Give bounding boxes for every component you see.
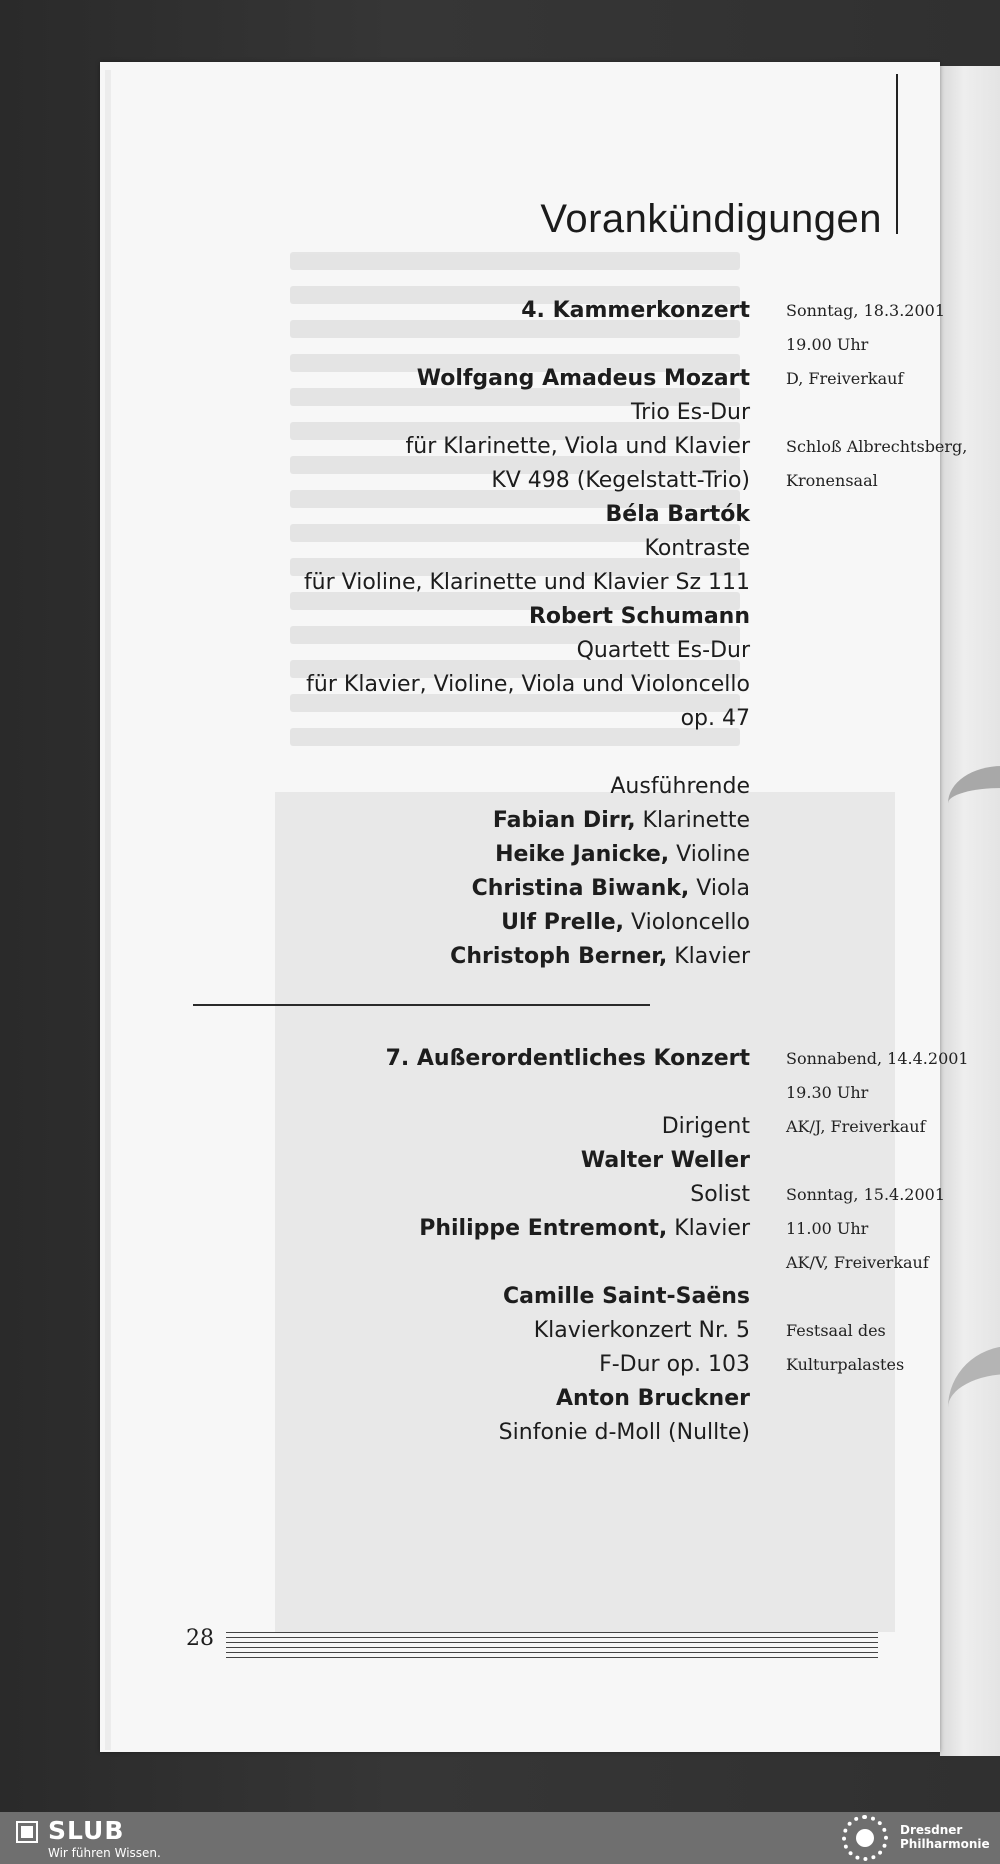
program-line bbox=[230, 634, 750, 668]
program-line-text: Viola bbox=[689, 876, 750, 901]
program-line-bold: Ulf Prelle, bbox=[501, 910, 625, 935]
program-line bbox=[230, 362, 750, 396]
event-detail-line: Festsaal des bbox=[786, 1321, 886, 1340]
program-line bbox=[230, 770, 750, 804]
program-line-text: Violine bbox=[669, 842, 750, 867]
program-line bbox=[230, 1246, 750, 1280]
program-line bbox=[230, 668, 750, 702]
concert-1-details bbox=[786, 294, 1000, 498]
program-line-text: Solist bbox=[690, 1182, 750, 1207]
program-line bbox=[230, 1382, 750, 1416]
event-detail-line: Sonntag, 18.3.2001 bbox=[786, 301, 946, 320]
concert-1-program bbox=[230, 294, 750, 974]
event-detail-line: Sonnabend, 14.4.2001 bbox=[786, 1049, 969, 1068]
program-line bbox=[230, 566, 750, 600]
event-detail-line: 19.30 Uhr bbox=[786, 1083, 869, 1102]
program-line bbox=[230, 872, 750, 906]
document-page bbox=[100, 62, 969, 1752]
event-detail-line bbox=[786, 1280, 1000, 1314]
page-title: Vorankündigungen bbox=[540, 197, 882, 241]
event-detail-line: Schloß Albrechtsberg, bbox=[786, 437, 968, 456]
program-line-text: für Klavier, Violine, Viola und Violoncello bbox=[306, 672, 750, 697]
program-line-bold: Wolfgang Amadeus Mozart bbox=[416, 366, 750, 391]
program-line bbox=[230, 838, 750, 872]
program-line-text: Quartett Es-Dur bbox=[576, 638, 750, 663]
concert-2-program bbox=[230, 1042, 750, 1450]
philharmonie-logo-icon bbox=[842, 1815, 888, 1861]
slub-logo-text: SLUB bbox=[48, 1816, 125, 1845]
program-line bbox=[230, 1416, 750, 1450]
decorative-swoosh bbox=[948, 766, 1000, 828]
program-line-bold: Walter Weller bbox=[580, 1148, 750, 1173]
section-divider bbox=[193, 1004, 650, 1006]
concert-2-details bbox=[786, 1042, 1000, 1382]
program-line bbox=[230, 804, 750, 838]
program-line bbox=[230, 940, 750, 974]
program-line bbox=[230, 702, 750, 736]
program-line bbox=[230, 1280, 750, 1314]
program-line bbox=[230, 1314, 750, 1348]
program-line-bold: Christoph Berner, bbox=[450, 944, 668, 969]
program-line bbox=[230, 328, 750, 362]
program-line-text: Klavier bbox=[667, 944, 750, 969]
program-line-text: Sinfonie d-Moll (Nullte) bbox=[498, 1420, 750, 1445]
program-line bbox=[230, 1110, 750, 1144]
program-line-bold: Philippe Entremont, bbox=[419, 1216, 668, 1241]
program-line bbox=[230, 1076, 750, 1110]
event-detail-line bbox=[786, 1144, 1000, 1178]
event-detail-line: Kronensaal bbox=[786, 471, 878, 490]
slub-logo-icon bbox=[16, 1821, 38, 1843]
page-number: 28 bbox=[186, 1626, 214, 1651]
program-line bbox=[230, 1042, 750, 1076]
program-line bbox=[230, 1144, 750, 1178]
program-line bbox=[230, 736, 750, 770]
event-detail-line: 19.00 Uhr bbox=[786, 335, 869, 354]
program-line-text: Trio Es-Dur bbox=[630, 400, 750, 425]
event-detail-line: Sonntag, 15.4.2001 bbox=[786, 1185, 946, 1204]
slub-tagline: Wir führen Wissen. bbox=[48, 1846, 161, 1860]
program-line-bold: Béla Bartók bbox=[605, 502, 750, 527]
program-line-bold: Camille Saint-Saëns bbox=[502, 1284, 750, 1309]
program-line bbox=[230, 294, 750, 328]
program-line-bold: 7. Außerordentliches Konzert bbox=[385, 1046, 750, 1071]
footer-rule-lines bbox=[186, 1628, 878, 1662]
event-detail-line: AK/J, Freiverkauf bbox=[786, 1117, 926, 1136]
program-line-bold: Anton Bruckner bbox=[555, 1386, 750, 1411]
program-line bbox=[230, 396, 750, 430]
event-detail-line: Kulturpalastes bbox=[786, 1355, 905, 1374]
program-line-text: Klavier bbox=[667, 1216, 750, 1241]
program-line-text: für Violine, Klarinette und Klavier Sz 111 bbox=[303, 570, 750, 595]
program-line-text: Klavierkonzert Nr. 5 bbox=[533, 1318, 750, 1343]
program-line-bold: Heike Janicke, bbox=[495, 842, 670, 867]
program-line-text: op. 47 bbox=[680, 706, 750, 731]
program-line-bold: Christina Biwank, bbox=[471, 876, 690, 901]
program-line bbox=[230, 600, 750, 634]
program-line-text: Klarinette bbox=[635, 808, 750, 833]
page-inner-edge bbox=[105, 70, 111, 1750]
program-line-text: Dirigent bbox=[661, 1114, 750, 1139]
program-line bbox=[230, 906, 750, 940]
program-line-text: F-Dur op. 103 bbox=[599, 1352, 750, 1377]
program-line bbox=[230, 1178, 750, 1212]
program-line bbox=[230, 1348, 750, 1382]
program-line bbox=[230, 464, 750, 498]
program-line bbox=[230, 498, 750, 532]
event-detail-line: D, Freiverkauf bbox=[786, 369, 904, 388]
program-line-text: Ausführende bbox=[610, 774, 750, 799]
program-line-bold: Fabian Dirr, bbox=[492, 808, 636, 833]
program-line-text: Violoncello bbox=[624, 910, 750, 935]
header-rule bbox=[896, 74, 898, 234]
event-detail-line bbox=[786, 396, 1000, 430]
viewer-footer-bar bbox=[0, 1812, 1000, 1864]
program-line bbox=[230, 1212, 750, 1246]
philharmonie-logo-text: Dresdner Philharmonie bbox=[900, 1823, 990, 1851]
program-line bbox=[230, 430, 750, 464]
event-detail-line: 11.00 Uhr bbox=[786, 1219, 869, 1238]
program-line-text: Kontraste bbox=[644, 536, 750, 561]
program-line-text: KV 498 (Kegelstatt-Trio) bbox=[491, 468, 750, 493]
program-line-bold: Robert Schumann bbox=[528, 604, 750, 629]
event-detail-line: AK/V, Freiverkauf bbox=[786, 1253, 929, 1272]
program-line-bold: 4. Kammerkonzert bbox=[521, 298, 750, 323]
program-line-text: für Klarinette, Viola und Klavier bbox=[405, 434, 750, 459]
program-line bbox=[230, 532, 750, 566]
